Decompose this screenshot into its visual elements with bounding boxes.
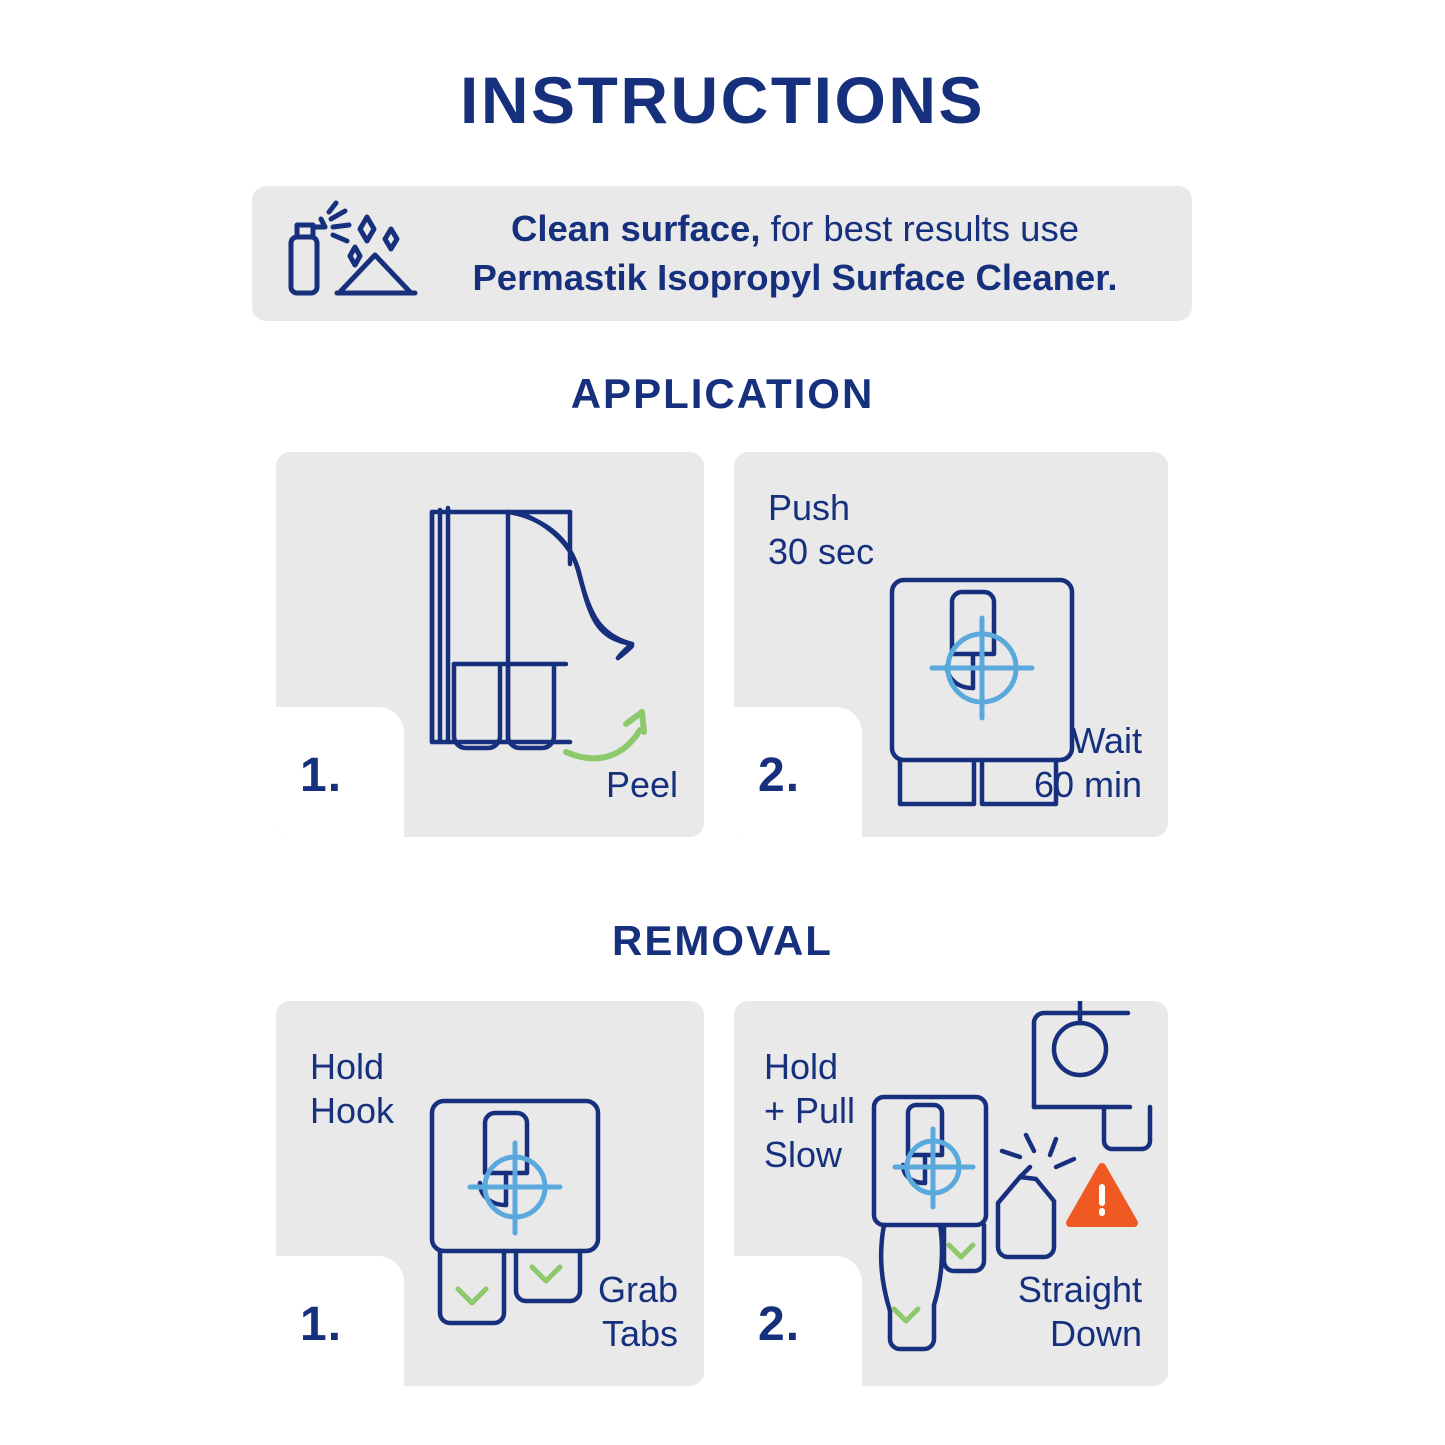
card-removal-step-2 (734, 1001, 1168, 1386)
clean-surface-text (424, 205, 1192, 301)
label-wait-line2: 60 min (1033, 764, 1142, 806)
step-number: 1. (300, 749, 343, 802)
label-peel: Peel (605, 764, 678, 806)
step-number: 2. (758, 1298, 801, 1351)
label-grab-tabs (598, 1268, 678, 1356)
label-hold-line2: Hook (310, 1089, 395, 1131)
label-push-30-sec (768, 486, 874, 574)
section-heading-application: APPLICATION (570, 370, 875, 417)
label-push-line1: Push (768, 487, 851, 528)
step-number: 2. (758, 749, 801, 802)
label-wait-60-min (1034, 719, 1142, 807)
label-holdpull-line3: Slow (764, 1133, 843, 1175)
label-straight-down (1018, 1268, 1142, 1356)
label-grab-line1: Grab (597, 1269, 678, 1311)
clean-surface-banner (252, 186, 1192, 321)
card-application-step-1 (276, 452, 704, 837)
label-hold-pull-slow (764, 1045, 855, 1177)
label-holdpull-line2: + Pull (764, 1089, 856, 1131)
clean-regular: for best results use (760, 208, 1080, 250)
section-heading-removal: REMOVAL (612, 917, 833, 964)
label-straight-line2: Down (1049, 1313, 1142, 1355)
label-grab-line2: Tabs (601, 1313, 678, 1355)
label-straight-line1: Straight (1017, 1269, 1142, 1311)
label-hold-line1: Hold (310, 1046, 385, 1087)
card-removal-step-1 (276, 1001, 704, 1386)
step-number: 1. (300, 1298, 343, 1351)
card-application-step-2 (734, 452, 1168, 837)
label-push-line2: 30 sec (768, 530, 875, 572)
label-holdpull-line1: Hold (764, 1046, 839, 1087)
spray-bottle-sparkle-icon (274, 199, 424, 309)
label-wait-line1: Wait (1071, 720, 1142, 762)
clean-bold: Clean surface, (510, 208, 761, 250)
page-title: INSTRUCTIONS (460, 63, 985, 137)
clean-line2: Permastik Isopropyl Surface Cleaner. (472, 256, 1118, 298)
label-hold-hook (310, 1045, 394, 1133)
